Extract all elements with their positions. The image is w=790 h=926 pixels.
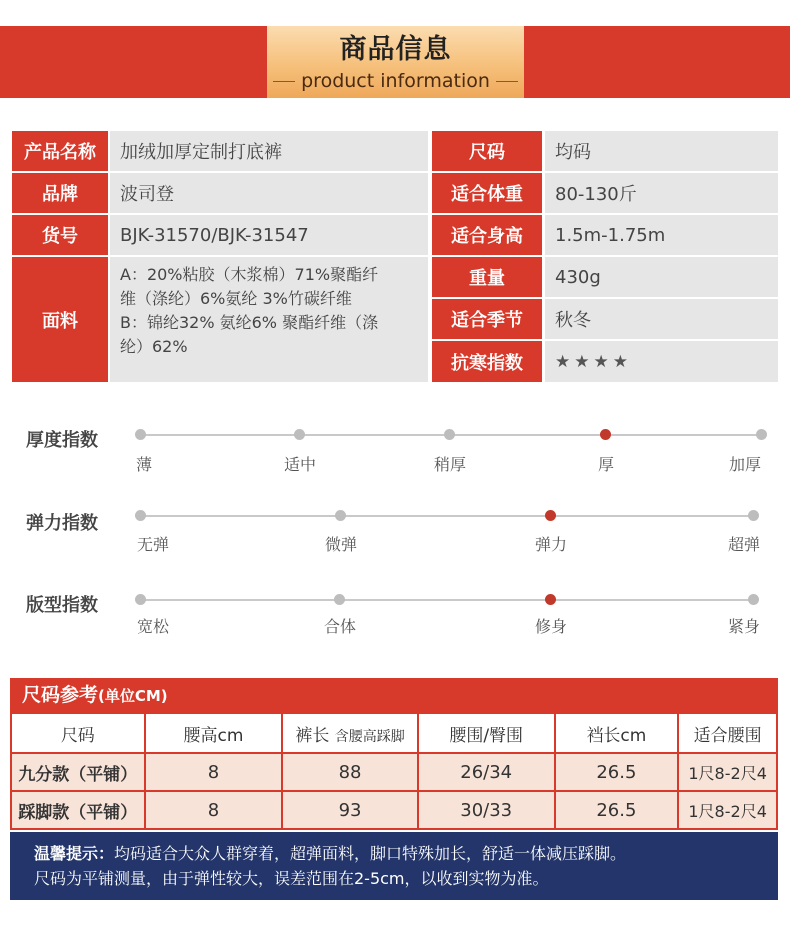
size-col-header: 尺码 [11, 713, 145, 753]
size-col-header: 腰高cm [145, 713, 283, 753]
index-level: 加厚 [728, 455, 762, 474]
table-cell: 88 [282, 753, 418, 791]
size-col-header-main: 裤长 [295, 725, 330, 746]
index-level: 薄 [135, 455, 153, 474]
index-level: 宽松 [136, 617, 170, 636]
spec-label-warmth: 抗寒指数 [432, 341, 542, 382]
fabric-line: B：锦纶32% 氨纶6% 聚酯纤维（涤 [120, 313, 379, 332]
index-track-fit [140, 599, 753, 601]
size-table-title [10, 678, 778, 712]
index-dot-selected [600, 429, 611, 440]
header-tab [267, 26, 524, 98]
spec-value-brand: 波司登 [110, 173, 428, 213]
index-level: 弹力 [534, 535, 568, 554]
spec-value-item-no: BJK-31570/BJK-31547 [110, 215, 428, 255]
star-rating-icon: ★★★★ [555, 351, 632, 372]
table-row [11, 791, 777, 829]
index-level: 修身 [534, 617, 568, 636]
index-level: 无弹 [136, 535, 170, 554]
index-dot [135, 429, 146, 440]
spec-label-fabric: 面料 [12, 257, 108, 382]
size-table-header [11, 713, 777, 753]
index-level: 微弹 [324, 535, 358, 554]
table-cell: 26.5 [555, 791, 679, 829]
tips-box [10, 832, 778, 900]
index-level: 厚 [597, 455, 615, 474]
table-cell: 30/33 [418, 791, 555, 829]
table-cell: 93 [282, 791, 418, 829]
spec-label-season: 适合季节 [432, 299, 542, 339]
index-dot-selected [545, 510, 556, 521]
fabric-line: A：20%粘胶（木浆棉）71%聚酯纤 [120, 265, 379, 284]
spec-value-fabric [110, 257, 428, 382]
index-level: 紧身 [727, 617, 761, 636]
index-level: 适中 [283, 455, 317, 474]
table-cell: 九分款（平铺） [11, 753, 145, 791]
tips-line: 尺码为平铺测量，由于弹性较大，误差范围在2-5cm，以收到实物为准。 [34, 869, 549, 888]
tips-line [34, 841, 778, 866]
spec-label-brand: 品牌 [12, 173, 108, 213]
index-dot [135, 510, 146, 521]
spec-value-season: 秋冬 [545, 299, 778, 339]
table-cell: 26.5 [555, 753, 679, 791]
size-title-text: 尺码参考 [22, 684, 99, 706]
index-dot-selected [545, 594, 556, 605]
index-level: 合体 [323, 617, 357, 636]
index-label-elasticity: 弹力指数 [26, 513, 98, 534]
index-level: 稍厚 [433, 455, 467, 474]
spec-label-size: 尺码 [432, 131, 542, 171]
tips-label: 温馨提示： [34, 844, 115, 863]
spec-label-weight: 重量 [432, 257, 542, 297]
size-col-header: 适合腰围 [678, 713, 777, 753]
size-col-header [282, 713, 418, 753]
index-label-thickness: 厚度指数 [26, 430, 98, 451]
index-dot [444, 429, 455, 440]
index-level: 超弹 [727, 535, 761, 554]
index-dot [294, 429, 305, 440]
index-dot [335, 510, 346, 521]
size-title-unit: (单位CM) [98, 687, 168, 705]
tips-text: 均码适合大众人群穿着，超弹面料，脚口特殊加长，舒适一体减压踩脚。 [114, 844, 627, 863]
table-cell: 踩脚款（平铺） [11, 791, 145, 829]
size-table [10, 712, 778, 830]
spec-value-warmth [545, 341, 778, 382]
table-cell: 8 [145, 791, 283, 829]
index-dot [135, 594, 146, 605]
index-dot [756, 429, 767, 440]
spec-value-weight-range: 80-130斤 [545, 173, 778, 213]
size-col-header: 腰围/臀围 [418, 713, 555, 753]
page-title: 商品信息 [339, 34, 452, 65]
spec-label-weight-range: 适合体重 [432, 173, 542, 213]
index-dot [334, 594, 345, 605]
spec-value-height-range: 1.5m-1.75m [545, 215, 778, 255]
spec-value-name: 加绒加厚定制打底裤 [110, 131, 428, 171]
spec-label-name: 产品名称 [12, 131, 108, 171]
fabric-line: 维（涤纶）6%氨纶 3%竹碳纤维 [120, 289, 352, 308]
size-col-header: 裆长cm [555, 713, 679, 753]
table-cell: 8 [145, 753, 283, 791]
spec-label-item-no: 货号 [12, 215, 108, 255]
index-label-fit: 版型指数 [26, 595, 98, 616]
size-col-header-note: 含腰高踩脚 [334, 728, 405, 745]
index-track-elasticity [140, 515, 753, 517]
spec-value-weight: 430g [545, 257, 778, 297]
spec-value-size: 均码 [545, 131, 778, 171]
fabric-line: 纶）62% [120, 337, 188, 356]
table-cell: 1尺8-2尺4 [678, 791, 777, 829]
page-subtitle: product information [267, 69, 524, 93]
table-row [11, 753, 777, 791]
spec-label-height-range: 适合身高 [432, 215, 542, 255]
table-cell: 1尺8-2尺4 [678, 753, 777, 791]
index-dot [748, 510, 759, 521]
index-dot [748, 594, 759, 605]
table-cell: 26/34 [418, 753, 555, 791]
